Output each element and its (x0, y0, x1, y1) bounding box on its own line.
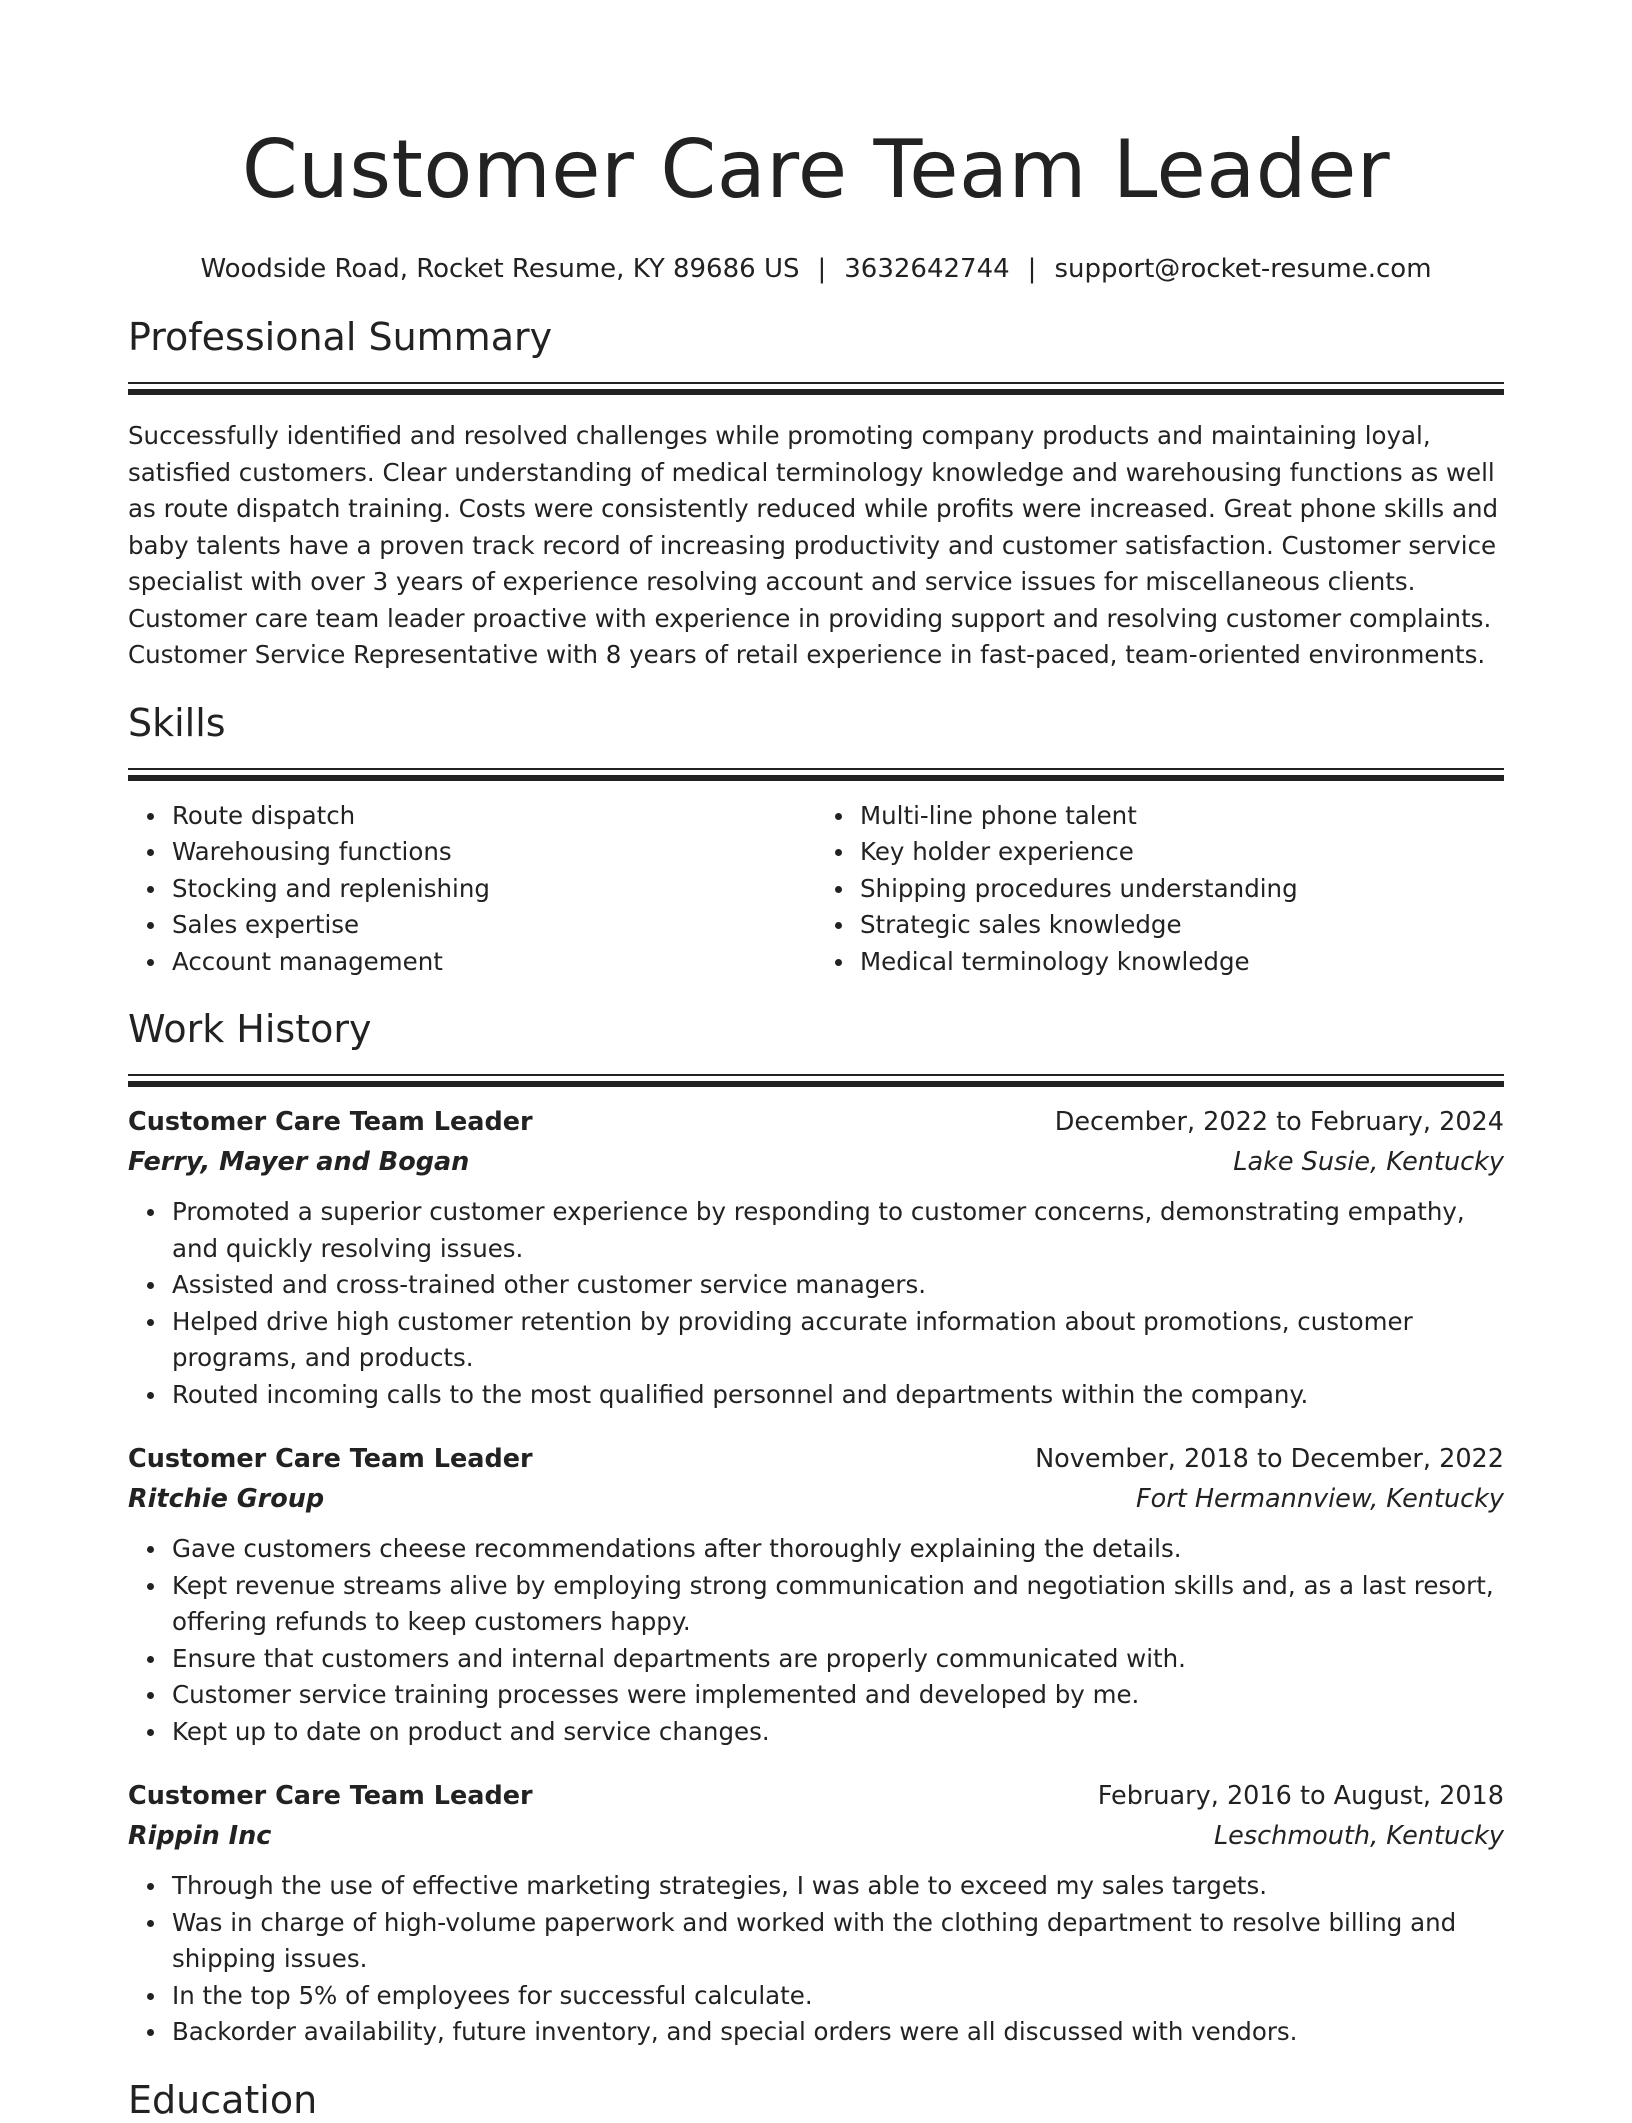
resume-title: Customer Care Team Leader (241, 123, 1391, 216)
contact-separator: | (817, 254, 827, 284)
job-bullet: Backorder availability, future inventory, and special orders were all discussed with vendors. (172, 2014, 1504, 2051)
job-header (128, 1439, 1504, 1479)
work-history-section (128, 1006, 1504, 2051)
job-entry (128, 1102, 1504, 1413)
job-location: Fort Hermannview, Kentucky (1136, 1484, 1504, 1514)
job-location: Lake Susie, Kentucky (1233, 1147, 1504, 1177)
summary-text: Successfully identified and resolved challenges while promoting company products and maintaining loyal, satisfied customers. Clear understanding of medical terminology knowledge and warehousing functions as well as route dispatch training. Costs were consistently reduced while profits were increased. Great phone skills and baby talents have a proven track record of increasing productivity and customer satisfaction. Customer service specialist with over 3 years of experience resolving account and service issues for miscellaneous clients. Customer care team leader proactive with experience in providing support and resolving customer complaints. Customer Service Representative with 8 years of retail experience in fast-paced, team-oriented environments. (128, 421, 1499, 669)
job-company: Ritchie Group (128, 1484, 325, 1514)
skill-item: Warehousing functions (172, 834, 816, 871)
job-dates: December, 2022 to February, 2024 (1054, 1107, 1504, 1137)
job-bullets (128, 1194, 1504, 1413)
job-bullets (128, 1868, 1504, 2051)
job-bullet: Customer service training processes were implemented and developed by me. (172, 1677, 1504, 1714)
job-header (128, 1102, 1504, 1142)
job-bullet: Routed incoming calls to the most qualified personnel and departments within the company. (172, 1377, 1504, 1414)
job-subheader (128, 1142, 1504, 1182)
job-bullet: Ensure that customers and internal departments are properly communicated with. (172, 1641, 1504, 1678)
job-entry (128, 1439, 1504, 1750)
education-section (128, 2077, 1504, 2123)
skill-item: Medical terminology knowledge (860, 944, 1504, 981)
skill-item: Shipping procedures understanding (860, 871, 1504, 908)
skill-item: Route dispatch (172, 798, 816, 835)
skill-item: Key holder experience (860, 834, 1504, 871)
skills-section (128, 700, 1504, 981)
job-entry (128, 1776, 1504, 2051)
contact-separator: | (1027, 254, 1037, 284)
summary-section (128, 314, 1504, 674)
job-bullet: Helped drive high customer retention by providing accurate information about promotions, customer programs, and products. (172, 1304, 1504, 1377)
skills-list-left (128, 798, 816, 981)
contact-address: Woodside Road, Rocket Resume, KY 89686 US (200, 254, 800, 284)
skill-item: Account management (172, 944, 816, 981)
job-bullet: Gave customers cheese recommendations after thoroughly explaining the details. (172, 1531, 1504, 1568)
section-heading-work-history: Work History (128, 1007, 372, 1051)
job-title: Customer Care Team Leader (128, 1107, 533, 1137)
job-bullet: Promoted a superior customer experience by responding to customer concerns, demonstrating empathy, and quickly resolving issues. (172, 1194, 1504, 1267)
job-bullet: Kept revenue streams alive by employing strong communication and negotiation skills and, as a last resort, offering refunds to keep customers happy. (172, 1568, 1504, 1641)
section-divider (128, 1074, 1504, 1090)
job-company: Rippin Inc (128, 1821, 272, 1851)
job-bullets (128, 1531, 1504, 1750)
section-heading-education: Education (128, 2077, 318, 2122)
contact-phone: 3632642744 (844, 254, 1010, 284)
job-bullet: In the top 5% of employees for successful calculate. (172, 1978, 1504, 2015)
job-location: Leschmouth, Kentucky (1213, 1821, 1504, 1851)
contact-line (128, 252, 1504, 286)
job-title: Customer Care Team Leader (128, 1444, 533, 1474)
section-divider (128, 768, 1504, 784)
job-subheader (128, 1816, 1504, 1856)
job-bullet: Was in charge of high-volume paperwork and worked with the clothing department to resolve billing and shipping issues. (172, 1905, 1504, 1978)
section-heading-skills: Skills (128, 700, 226, 745)
skill-item: Multi-line phone talent (860, 798, 1504, 835)
job-dates: November, 2018 to December, 2022 (1035, 1444, 1504, 1474)
section-heading-summary: Professional Summary (128, 315, 553, 359)
job-bullet: Assisted and cross-trained other customer service managers. (172, 1267, 1504, 1304)
skill-item: Sales expertise (172, 907, 816, 944)
job-company: Ferry, Mayer and Bogan (128, 1147, 470, 1177)
job-subheader (128, 1479, 1504, 1519)
skills-list-right (816, 798, 1504, 981)
job-bullet: Through the use of effective marketing strategies, I was able to exceed my sales targets. (172, 1868, 1504, 1905)
job-dates: February, 2016 to August, 2018 (1097, 1781, 1504, 1811)
skill-item: Stocking and replenishing (172, 871, 816, 908)
contact-email: support@rocket-resume.com (1054, 254, 1432, 284)
skill-item: Strategic sales knowledge (860, 907, 1504, 944)
job-bullet: Kept up to date on product and service changes. (172, 1714, 1504, 1751)
skills-columns (128, 798, 1504, 981)
job-title: Customer Care Team Leader (128, 1781, 533, 1811)
job-header (128, 1776, 1504, 1816)
section-divider (128, 382, 1504, 398)
